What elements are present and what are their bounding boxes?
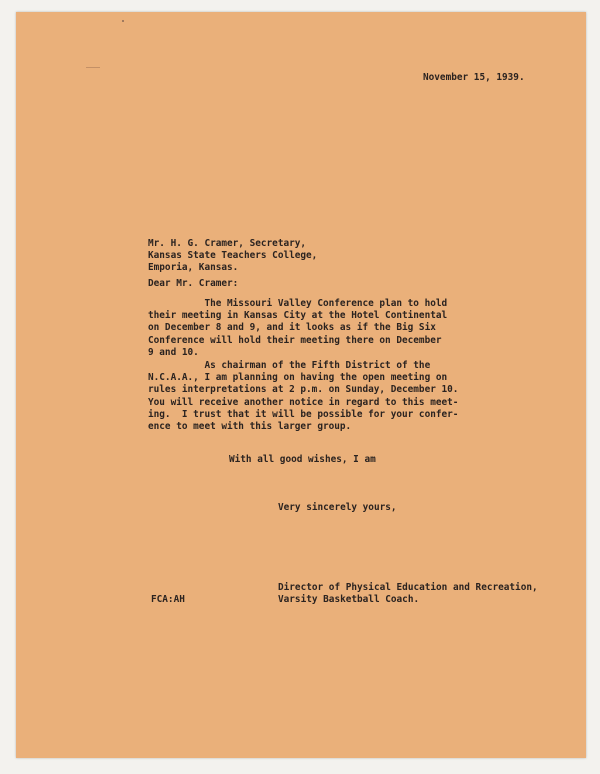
address-line: Emporia, Kansas. bbox=[148, 262, 239, 274]
paragraph-line: rules interpretations at 2 p.m. on Sunday, December 10. bbox=[148, 384, 459, 396]
paragraph-line: ing. I trust that it will be possible for your confer- bbox=[148, 408, 459, 420]
recipient-address bbox=[148, 238, 317, 275]
paper-speck bbox=[122, 20, 124, 22]
address-line: Kansas State Teachers College, bbox=[148, 250, 318, 262]
paragraph-line: 9 and 10. bbox=[148, 346, 199, 358]
paragraph-line: You will receive another notice in regard to this meet- bbox=[148, 396, 459, 408]
paragraph-line: their meeting in Kansas City at the Hotel Continental bbox=[148, 310, 448, 322]
paragraph-line: The Missouri Valley Conference plan to hold bbox=[148, 298, 448, 309]
paragraph-line: ence to meet with this larger group. bbox=[148, 421, 352, 433]
signature-line: Varsity Basketball Coach. bbox=[278, 594, 420, 606]
salutation: Dear Mr. Cramer: bbox=[148, 278, 239, 289]
letter-page bbox=[16, 12, 586, 758]
reference-initials: FCA:AH bbox=[151, 594, 185, 605]
address-line: Mr. H. G. Cramer, Secretary, bbox=[148, 238, 307, 249]
paragraph-3: With all good wishes, I am bbox=[229, 454, 376, 465]
signature-line: Director of Physical Education and Recreation, bbox=[278, 582, 538, 593]
paragraph-line: As chairman of the Fifth District of the bbox=[148, 360, 431, 371]
paragraph-line: Conference will hold their meeting there on December bbox=[148, 334, 442, 346]
paragraph-line: N.C.A.A., I am planning on having the open meeting on bbox=[148, 372, 448, 384]
paragraph-line: on December 8 and 9, and it looks as if the Big Six bbox=[148, 322, 436, 334]
complimentary-close: Very sincerely yours, bbox=[278, 502, 397, 513]
paper-mark bbox=[86, 67, 100, 68]
letter-date: November 15, 1939. bbox=[423, 72, 525, 83]
paragraph-1 bbox=[148, 298, 447, 359]
signature-block bbox=[278, 582, 538, 606]
paragraph-2 bbox=[148, 360, 458, 433]
